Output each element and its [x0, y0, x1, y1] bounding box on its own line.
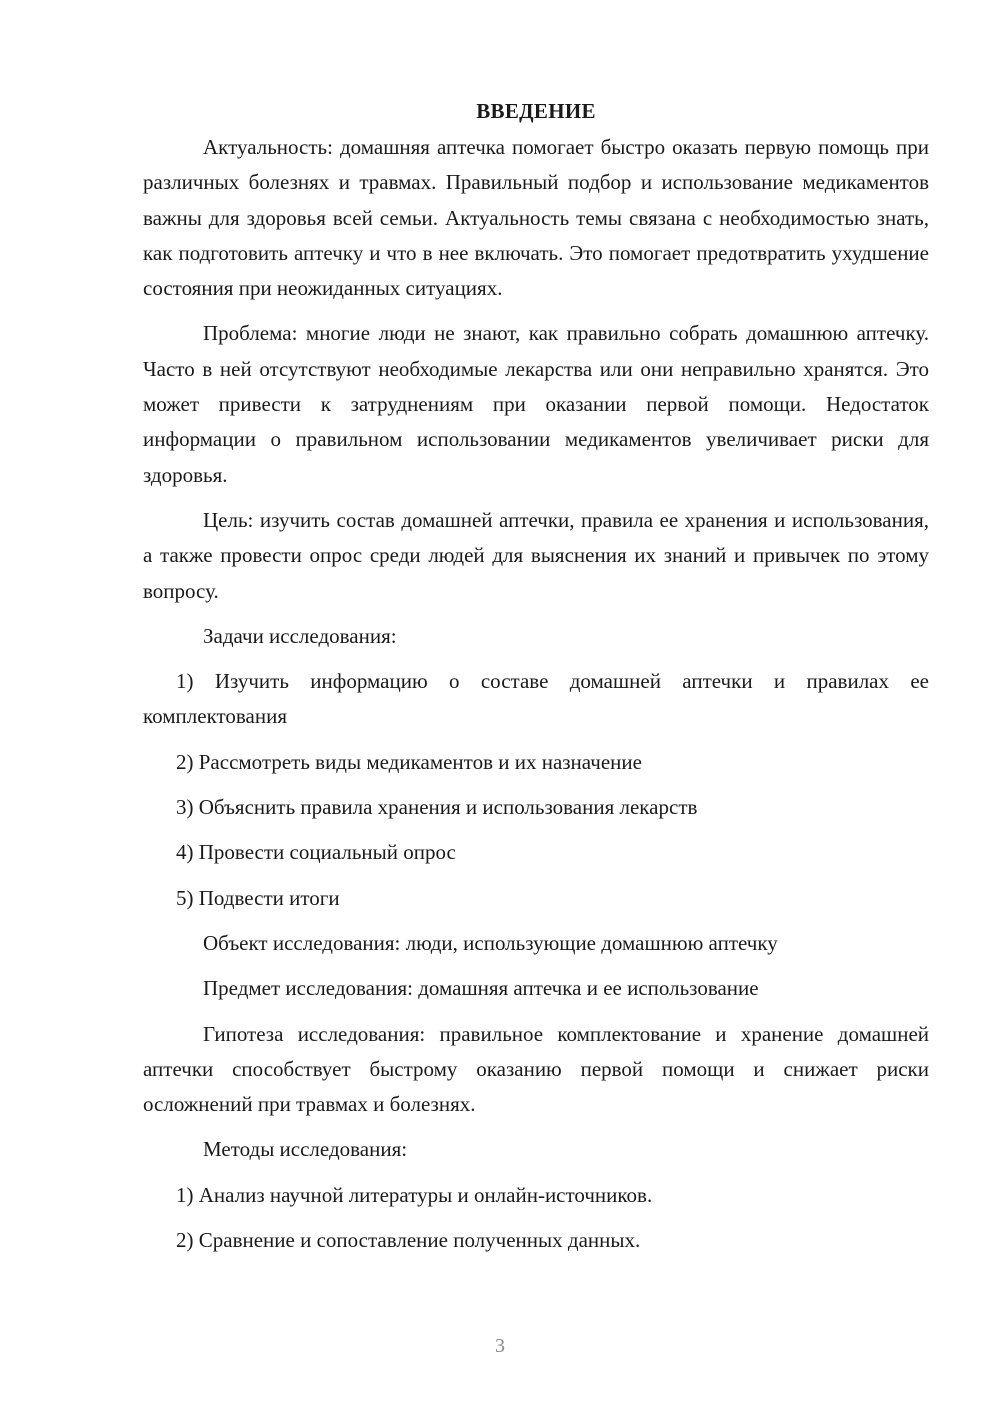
object-paragraph: Объект исследования: люди, использующие домашнюю аптечку	[203, 930, 778, 955]
hypothesis-paragraph: Гипотеза исследования: правильное комплектование и хранение домашней аптечки способствует быстрому оказанию первой помощи и снижает риски осложнений при травмах и болезнях.	[143, 1021, 929, 1117]
task-item-3: 3) Объяснить правила хранения и использования лекарств	[176, 795, 698, 820]
task-item-4: 4) Провести социальный опрос	[176, 840, 456, 865]
page-number: 3	[495, 1335, 505, 1357]
method-item-1: 1) Анализ научной литературы и онлайн-источников.	[176, 1182, 653, 1207]
task-item-1: 1) Изучить информацию о составе домашней аптечки и правилах ее комплектования	[143, 669, 929, 729]
goal-paragraph: Цель: изучить состав домашней аптечки, правила ее хранения и использования, а также провести опрос среди людей для выяснения их знаний и привычек по этому вопросу.	[143, 507, 929, 603]
methods-list	[143, 1178, 929, 1259]
tasks-heading: Задачи исследования:	[203, 623, 397, 648]
task-item-5: 5) Подвести итоги	[176, 885, 340, 910]
problem-paragraph: Проблема: многие люди не знают, как правильно собрать домашнюю аптечку. Часто в ней отсутствуют необходимые лекарства или они неправильно хранятся. Это может привести к затруднениям при оказании первой помощи. Недостаток информации о правильном использовании медикаментов увеличивает риски для здоровья.	[143, 321, 929, 487]
document-page	[143, 96, 929, 1268]
subject-paragraph: Предмет исследования: домашняя аптечка и ее использование	[203, 976, 759, 1001]
method-item-2: 2) Сравнение и сопоставление полученных данных.	[176, 1228, 641, 1253]
task-item-2: 2) Рассмотреть виды медикаментов и их назначение	[176, 749, 642, 774]
relevance-paragraph: Актуальность: домашняя аптечка помогает быстро оказать первую помощь при различных болезнях и травмах. Правильный подбор и использование медикаментов важны для здоровья всей семьи. Актуальность темы связана с необходимостью знать, как подготовить аптечку и что в нее включать. Это помогает предотвратить ухудшение состояния при неожиданных ситуациях.	[143, 135, 929, 301]
tasks-list	[143, 664, 929, 916]
document-title: ВВЕДЕНИЕ	[476, 99, 596, 123]
methods-heading: Методы исследования:	[203, 1137, 408, 1162]
